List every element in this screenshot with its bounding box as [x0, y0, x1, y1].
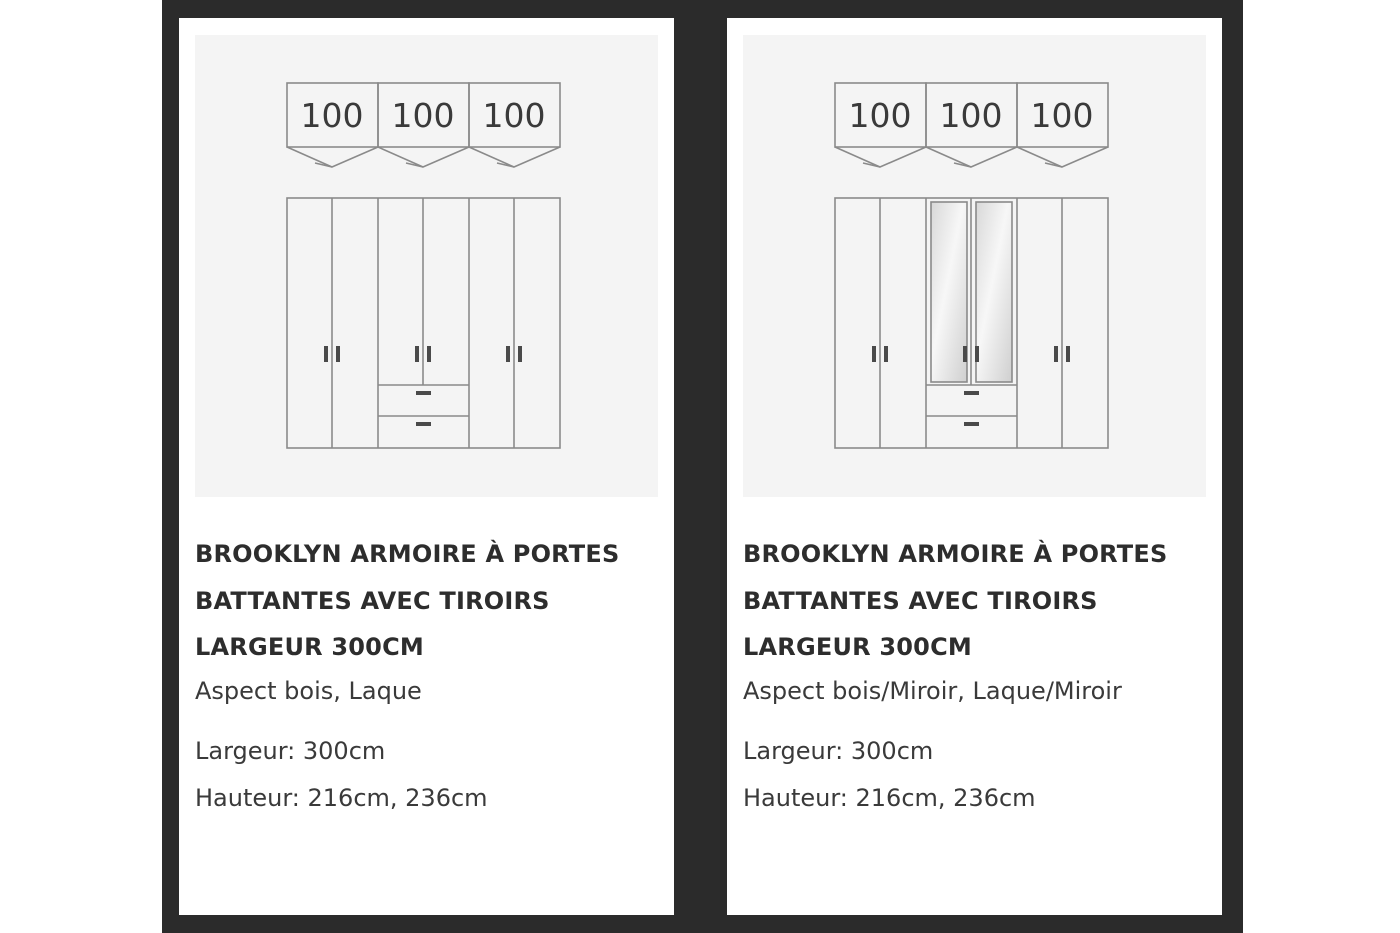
module-width-1: 100 — [300, 96, 364, 135]
product-dimensions-2 — [743, 728, 1036, 821]
module-width-3: 100 — [482, 96, 546, 135]
height-spec: Hauteur: 216cm, 236cm — [195, 783, 488, 812]
module-width-2: 100 — [391, 96, 455, 135]
title-line: BROOKLYN ARMOIRE À PORTES — [743, 540, 1168, 568]
product-card-2[interactable] — [727, 18, 1222, 915]
title-line: BROOKLYN ARMOIRE À PORTES — [195, 540, 620, 568]
module-width-1: 100 — [848, 96, 912, 135]
width-spec: Largeur: 300cm — [195, 737, 386, 765]
title-line: LARGEUR 300CM — [195, 633, 424, 661]
width-spec: Largeur: 300cm — [743, 737, 934, 765]
product-title-1[interactable] — [195, 531, 665, 671]
product-finish-2: Aspect bois/Miroir, Laque/Miroir — [743, 677, 1122, 705]
product-title-2[interactable] — [743, 531, 1213, 671]
height-spec: Hauteur: 216cm, 236cm — [743, 783, 1036, 812]
title-line: BATTANTES AVEC TIROIRS — [743, 586, 1098, 615]
product-dimensions-1 — [195, 728, 488, 821]
title-line: LARGEUR 300CM — [743, 633, 972, 661]
title-line: BATTANTES AVEC TIROIRS — [195, 586, 550, 615]
wardrobe-diagram-1[interactable] — [195, 35, 658, 497]
product-card-1[interactable] — [179, 18, 674, 915]
module-width-3: 100 — [1030, 96, 1094, 135]
module-width-2: 100 — [939, 96, 1003, 135]
product-finish-1: Aspect bois, Laque — [195, 677, 422, 705]
wardrobe-diagram-2[interactable] — [743, 35, 1206, 497]
